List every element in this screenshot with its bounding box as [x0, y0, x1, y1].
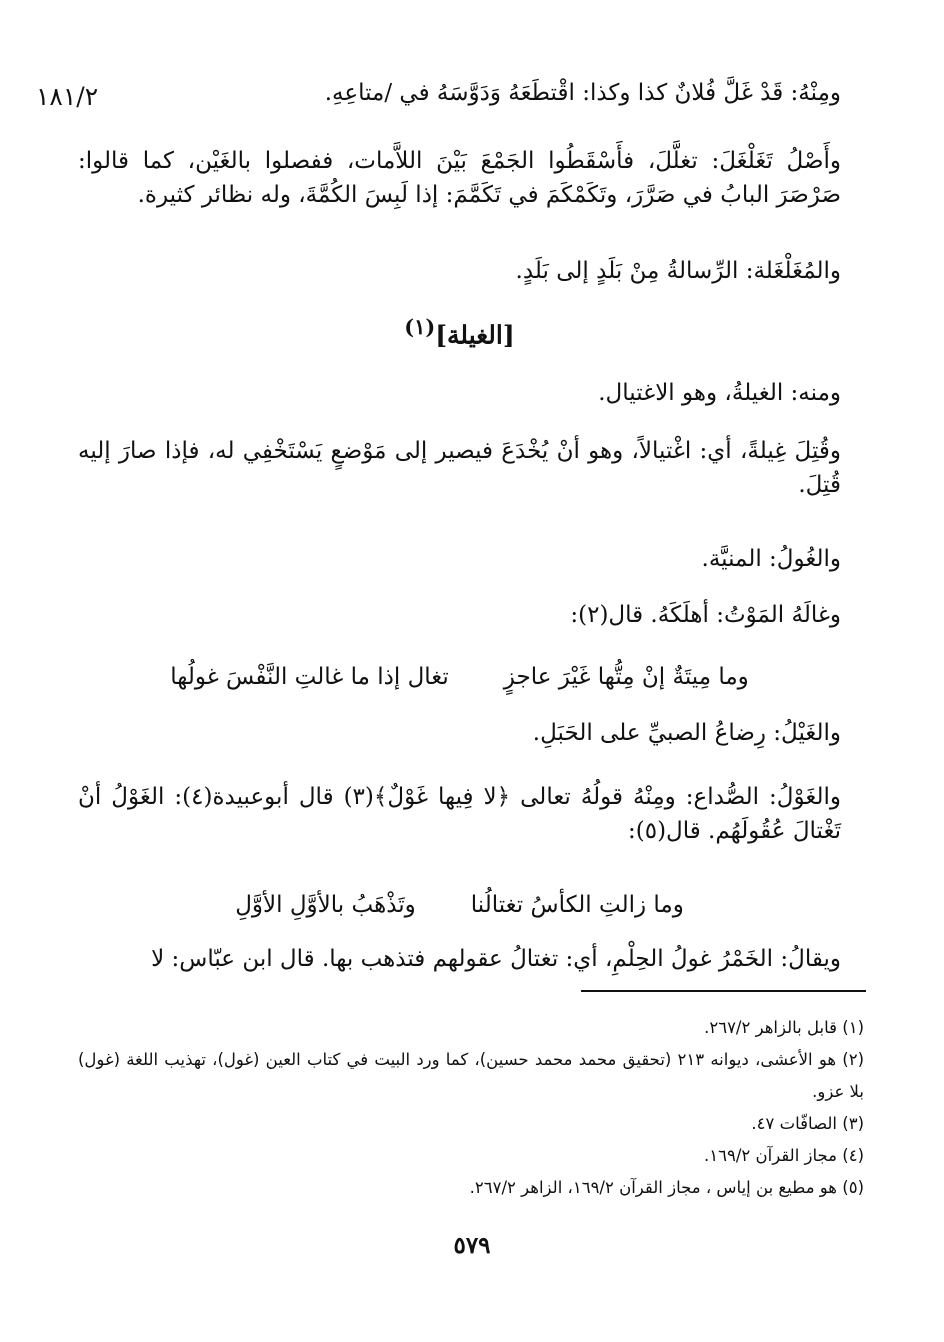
paragraph-ghul: والغُولُ: المنيَّة.	[701, 546, 841, 572]
section-heading-footnote-marker: (١)	[404, 314, 436, 339]
footnote: (٥) هو مطيع بن إياس ، مجاز القرآن ١٦٩/٢، الزاهر ٢٦٧/٢.	[469, 1178, 864, 1197]
verse-second-hemistich: وتَذْهَبُ بالأوَّلِ الأوَّلِ	[235, 892, 416, 918]
verse-second-hemistich: تغال إذا ما غالتِ النَّفْسَ غولُها	[170, 664, 449, 690]
paragraph-taghalghal: وأَصْلُ تَغَلْغَلَ: تغلَّلَ، فأَسْقَطُوا الجَمْعَ بَيْنَ اللاَّمات، ففصلوا بالغَيْن، كما قالوا: صَرْصَرَ البابُ في صَرَّرَ، وتَكَمْكَمَ في تَكَمَّمَ: إذا لَبِسَ الكُمَّةَ، وله نظائر كثيرة.	[78, 148, 841, 208]
verse-first-hemistich: وما زالتِ الكأسُ تغتالُنا	[470, 892, 684, 918]
footnotes	[78, 1012, 864, 1204]
paragraph-ghawl: والغَوْلُ: الصُّداع: ومِنْهُ قولُهُ تعالى ﴿لا فِيها غَوْلٌ﴾(٣) قال أبوعبيدة(٤): الغَوْلُ أنْ تَغْتالَ عُقُولَهُم. قال(٥):	[78, 784, 841, 844]
paragraph-ghayl: والغَيْلُ: رِضاعُ الصبيِّ على الحَبَلِ.	[532, 720, 841, 746]
paragraph-ghall: ومِنْهُ: قَدْ غَلَّ فُلانٌ كذا وكذا: اقْتطَعَهُ وَدَوَّسَهُ في /متاعِهِ.	[324, 80, 841, 106]
footnote: (٤) مجاز القرآن ١٦٩/٢.	[704, 1146, 864, 1165]
paragraph-qutila-ghilatan: وقُتِلَ غِيلةً، أي: اغْتيالاً، وهو أنْ يُخْدَعَ فيصير إلى مَوْضعٍ يَسْتَخْفِي له، فإذا صارَ إليه قُتِلَ.	[78, 438, 841, 498]
verse-first-hemistich: وما مِيتَةٌ إنْ مِتُّها غَيْرَ عاجزٍ	[503, 664, 749, 690]
footnote: (١) قابل بالزاهر ٢٦٧/٢.	[704, 1018, 864, 1037]
margin-page-reference: ١٨١/٢	[36, 82, 99, 111]
paragraph-mughalghala: والمُغَلْغَلة: الرِّسالةُ مِنْ بَلَدٍ إلى بَلَدٍ.	[515, 258, 841, 284]
page-number: ٥٧٩	[453, 1232, 491, 1259]
paragraph-ghalahu: وغالَهُ المَوْتُ: أهلَكَهُ. قال(٢):	[570, 602, 841, 628]
section-heading-title: [الغيلة]	[435, 320, 515, 350]
poem-verse	[78, 888, 841, 922]
poem-verse	[78, 660, 841, 694]
paragraph-khamr: ويقالُ: الخَمْرُ غولُ الحِلْمِ، أي: تغتالُ عقولهم فتذهب بها. قال ابن عبّاس: لا	[151, 946, 841, 972]
paragraph-ghila: ومنه: الغيلةُ، وهو الاغتيال.	[598, 380, 841, 406]
footnote: (٣) الصافّات ٤٧.	[751, 1114, 864, 1133]
section-heading	[78, 310, 841, 352]
footnote: (٢) هو الأعشى، ديوانه ٢١٣ (تحقيق محمد محمد حسين)، كما ورد البيت في كتاب العين (غول)، تهذيب اللغة (غول) بلا عزو.	[78, 1050, 864, 1101]
footnote-separator	[581, 990, 866, 992]
